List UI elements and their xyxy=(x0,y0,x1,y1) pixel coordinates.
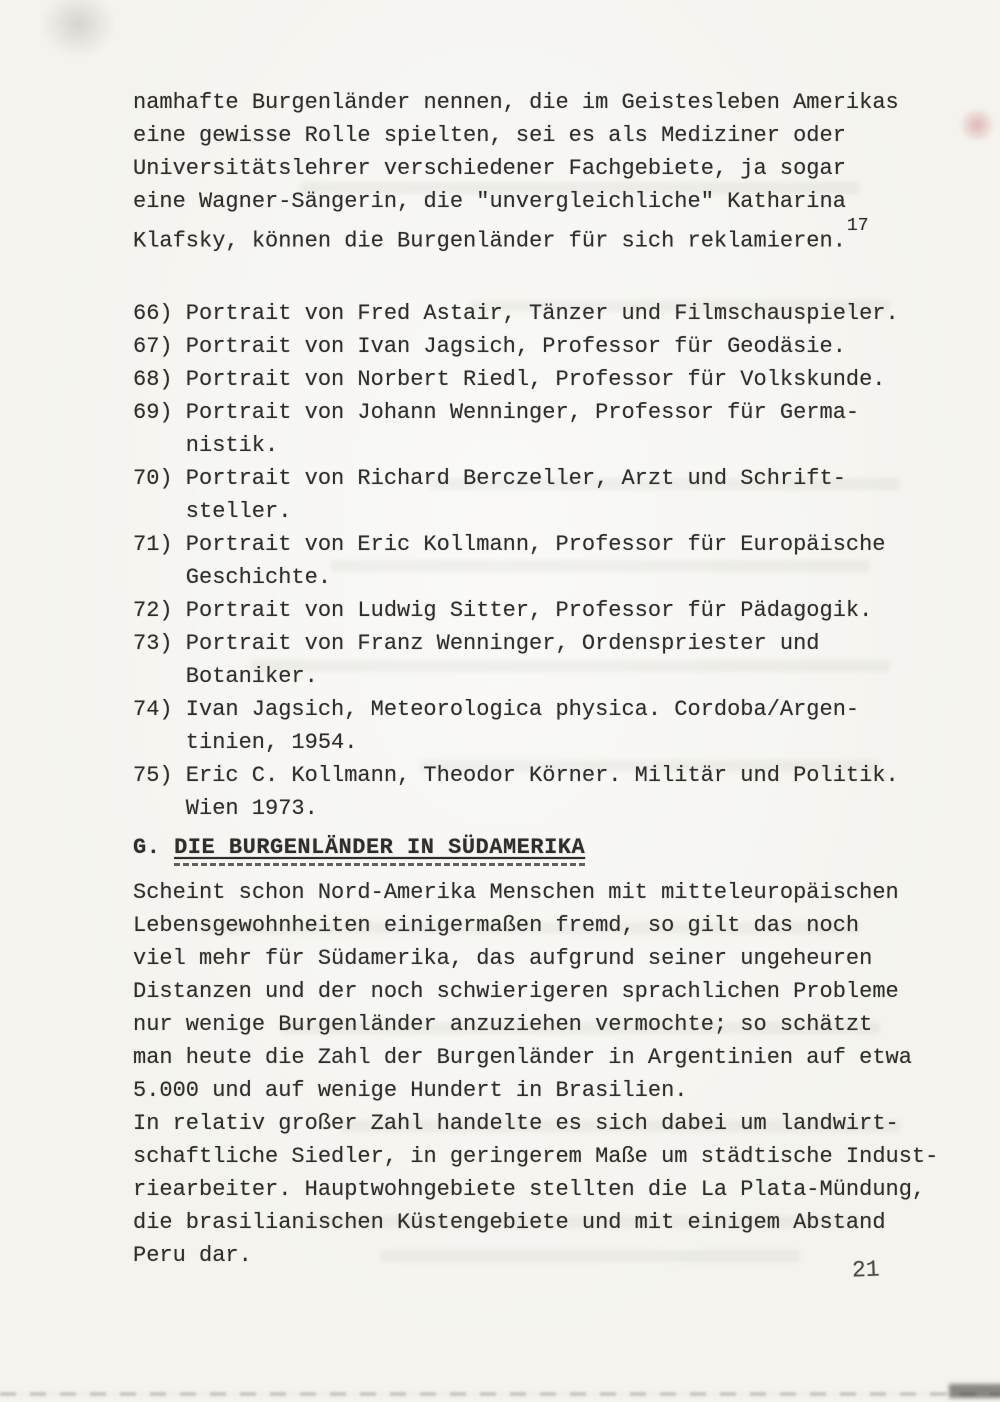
list-item-number: 74) xyxy=(133,697,173,723)
list-item xyxy=(133,627,963,693)
list-item-text: Portrait von Norbert Riedl, Professor für Volkskunde. xyxy=(185,367,886,393)
typed-line: schaftliche Siedler, in geringerem Maße um städtische Indust- xyxy=(133,1144,939,1170)
list-item-number: 67) xyxy=(133,334,173,360)
list-item-text: Portrait von Ivan Jagsich, Professor für Geodäsie. xyxy=(185,334,846,360)
pencil-smudge-artifact xyxy=(42,0,114,56)
typed-line: eine gewisse Rolle spielten, sei es als Mediziner oder xyxy=(133,123,846,148)
pink-mark-artifact xyxy=(960,110,994,140)
list-item-text: Ivan Jagsich, Meteorologica physica. Cordoba/Argen- xyxy=(185,697,860,723)
list-item xyxy=(133,297,963,330)
list-item-text: Portrait von Eric Kollmann, Professor für Europäische xyxy=(185,532,886,558)
intro-paragraph xyxy=(133,86,963,257)
typed-line: namhafte Burgenländer nennen, die im Geistesleben Amerikas xyxy=(133,90,899,115)
list-item xyxy=(133,759,963,825)
typed-line: riearbeiter. Hauptwohngebiete stellten die La Plata-Mündung, xyxy=(133,1177,926,1203)
typed-line: Scheint schon Nord-Amerika Menschen mit mitteleuropäischen xyxy=(133,880,899,906)
list-item-text: Portrait von Ludwig Sitter, Professor für Pädagogik. xyxy=(185,598,873,624)
list-item-number: 68) xyxy=(133,367,173,393)
typed-line: In relativ großer Zahl handelte es sich dabei um landwirt- xyxy=(133,1111,899,1137)
typed-line: Universitätslehrer verschiedener Fachgebiete, ja sogar xyxy=(133,156,846,181)
list-item-text: Botaniker. xyxy=(185,664,318,690)
section-letter: G. xyxy=(133,835,175,861)
typed-line: Peru dar. xyxy=(133,1243,252,1269)
section-heading xyxy=(133,831,963,864)
list-item-number: 71) xyxy=(133,532,173,558)
list-item-text: Eric C. Kollmann, Theodor Körner. Militär und Politik. xyxy=(185,763,899,789)
section-title: DIE BURGENLÄNDER IN SÜDAMERIKA xyxy=(174,835,585,866)
list-item xyxy=(133,363,963,396)
list-item xyxy=(133,396,963,462)
list-item-text: nistik. xyxy=(185,433,279,459)
typed-line: 5.000 und auf wenige Hundert in Brasilien. xyxy=(133,1078,688,1104)
typed-line: eine Wagner-Sängerin, die "unvergleichliche" Katharina xyxy=(133,189,846,214)
list-item-number: 69) xyxy=(133,400,173,426)
list-item xyxy=(133,693,963,759)
footnote-reference: 17 xyxy=(846,215,869,236)
list-item-number: 66) xyxy=(133,301,173,327)
typed-line: Lebensgewohnheiten einigermaßen fremd, so gilt das noch xyxy=(133,913,860,939)
typed-line: viel mehr für Südamerika, das aufgrund seiner ungeheuren xyxy=(133,946,873,972)
typed-text: Klafsky, können die Burgenländer für sich reklamieren. xyxy=(133,228,846,254)
list-item-number: 73) xyxy=(133,631,173,657)
scanner-blob-artifact xyxy=(949,1384,1000,1398)
list-item xyxy=(133,462,963,528)
list-item-number: 75) xyxy=(133,763,173,789)
list-item-text: Portrait von Johann Wenninger, Professor für Germa- xyxy=(185,400,860,426)
typed-line: die brasilianischen Küstengebiete und mit einigem Abstand xyxy=(133,1210,886,1236)
typed-line: man heute die Zahl der Burgenländer in Argentinien auf etwa xyxy=(133,1045,912,1071)
list-item xyxy=(133,594,963,627)
typed-line: nur wenige Burgenländer anzuziehen vermochte; so schätzt xyxy=(133,1012,873,1038)
list-item-text: steller. xyxy=(185,499,292,525)
portrait-list xyxy=(133,297,963,825)
page-number: 21 xyxy=(851,1256,881,1284)
list-item-number: 70) xyxy=(133,466,173,492)
scanner-streak-artifact xyxy=(0,1392,1000,1396)
list-item xyxy=(133,528,963,594)
text-block xyxy=(133,86,963,1272)
typed-line xyxy=(133,215,963,257)
list-item-text: Wien 1973. xyxy=(185,796,318,822)
list-item-text: Geschichte. xyxy=(185,565,332,591)
list-item-text: Portrait von Fred Astair, Tänzer und Filmschauspieler. xyxy=(185,301,899,327)
list-item-text: tinien, 1954. xyxy=(185,730,358,756)
body-paragraph xyxy=(133,876,963,1272)
list-item-text: Portrait von Franz Wenninger, Ordenspriester und xyxy=(185,631,820,657)
list-item xyxy=(133,330,963,363)
list-item-text: Portrait von Richard Berczeller, Arzt und Schrift- xyxy=(185,466,846,492)
list-item-number: 72) xyxy=(133,598,173,624)
typed-line: Distanzen und der noch schwierigeren sprachlichen Probleme xyxy=(133,979,899,1005)
